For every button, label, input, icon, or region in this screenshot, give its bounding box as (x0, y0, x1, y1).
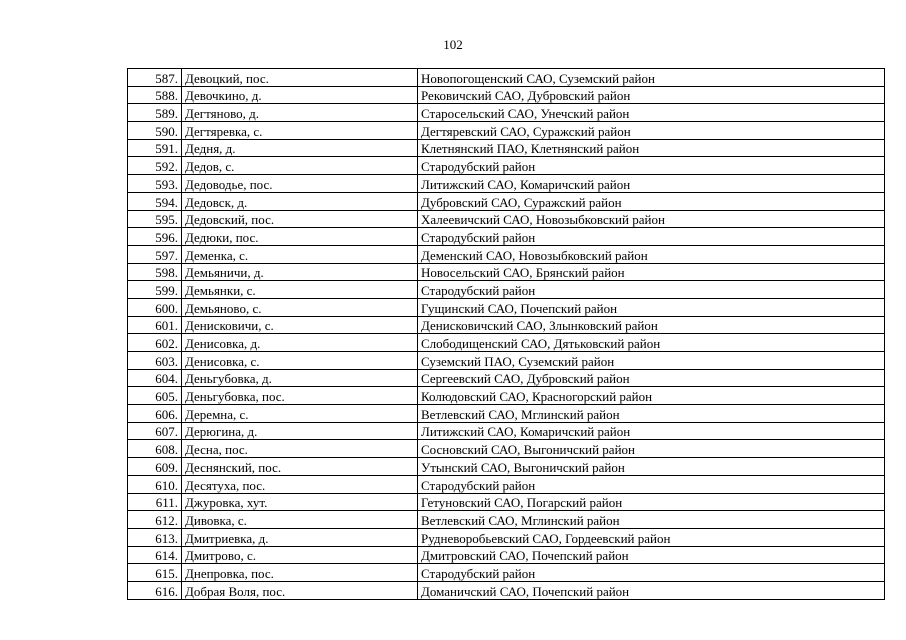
row-number: 605. (128, 387, 182, 405)
administrative-unit: Рековичский САО, Дубровский район (418, 86, 885, 104)
row-number: 602. (128, 334, 182, 352)
settlement-name: Днепровка, пос. (182, 564, 418, 582)
settlement-name: Дмитрово, с. (182, 546, 418, 564)
row-number: 601. (128, 316, 182, 334)
table-row (128, 86, 885, 104)
administrative-unit: Суземский ПАО, Суземский район (418, 352, 885, 370)
table-row (128, 334, 885, 352)
table-row (128, 352, 885, 370)
table-row (128, 122, 885, 140)
settlement-name: Деменка, с. (182, 245, 418, 263)
row-number: 595. (128, 210, 182, 228)
table-row (128, 104, 885, 122)
settlement-name: Дедюки, пос. (182, 228, 418, 246)
table-row (128, 458, 885, 476)
table-row (128, 405, 885, 423)
row-number: 598. (128, 263, 182, 281)
settlement-name: Дедня, д. (182, 139, 418, 157)
settlement-name: Дивовка, с. (182, 511, 418, 529)
administrative-unit: Халеевичский САО, Новозыбковский район (418, 210, 885, 228)
settlement-name: Дедов, с. (182, 157, 418, 175)
administrative-unit: Стародубский район (418, 157, 885, 175)
row-number: 589. (128, 104, 182, 122)
administrative-unit: Новопогощенский САО, Суземский район (418, 69, 885, 87)
row-number: 591. (128, 139, 182, 157)
table-row (128, 528, 885, 546)
administrative-unit: Литижский САО, Комаричский район (418, 422, 885, 440)
administrative-unit: Утынский САО, Выгоничский район (418, 458, 885, 476)
settlement-name: Добрая Воля, пос. (182, 581, 418, 599)
table-row (128, 245, 885, 263)
table-row (128, 511, 885, 529)
settlement-name: Демьянки, с. (182, 281, 418, 299)
settlement-name: Девоцкий, пос. (182, 69, 418, 87)
table-row (128, 228, 885, 246)
table-row (128, 564, 885, 582)
administrative-unit: Доманичский САО, Почепский район (418, 581, 885, 599)
table-row (128, 546, 885, 564)
row-number: 592. (128, 157, 182, 175)
row-number: 610. (128, 475, 182, 493)
row-number: 594. (128, 192, 182, 210)
row-number: 609. (128, 458, 182, 476)
row-number: 614. (128, 546, 182, 564)
settlement-name: Дегтяново, д. (182, 104, 418, 122)
settlement-name: Деньгубовка, д. (182, 369, 418, 387)
row-number: 612. (128, 511, 182, 529)
row-number: 613. (128, 528, 182, 546)
table-row (128, 493, 885, 511)
page-number: 102 (443, 37, 463, 52)
row-number: 600. (128, 298, 182, 316)
settlement-name: Деньгубовка, пос. (182, 387, 418, 405)
administrative-unit: Гущинский САО, Почепский район (418, 298, 885, 316)
row-number: 596. (128, 228, 182, 246)
table-row (128, 139, 885, 157)
settlement-name: Деремна, с. (182, 405, 418, 423)
administrative-unit: Стародубский район (418, 564, 885, 582)
table-row (128, 175, 885, 193)
administrative-unit: Дегтяревский САО, Суражский район (418, 122, 885, 140)
table-row (128, 316, 885, 334)
row-number: 587. (128, 69, 182, 87)
table-row (128, 440, 885, 458)
settlement-name: Денисовка, д. (182, 334, 418, 352)
row-number: 608. (128, 440, 182, 458)
administrative-unit: Деменский САО, Новозыбковский район (418, 245, 885, 263)
settlement-name: Дерюгина, д. (182, 422, 418, 440)
administrative-unit: Дубровский САО, Суражский район (418, 192, 885, 210)
table-row (128, 581, 885, 599)
administrative-unit: Стародубский район (418, 228, 885, 246)
settlement-name: Дегтяревка, с. (182, 122, 418, 140)
settlement-name: Деснянский, пос. (182, 458, 418, 476)
settlement-name: Джуровка, хут. (182, 493, 418, 511)
table-row (128, 298, 885, 316)
administrative-unit: Колюдовский САО, Красногорский район (418, 387, 885, 405)
administrative-unit: Гетуновский САО, Погарский район (418, 493, 885, 511)
settlements-table-body (128, 69, 885, 600)
settlement-name: Денисковичи, с. (182, 316, 418, 334)
administrative-unit: Слободищенский САО, Дятьковский район (418, 334, 885, 352)
administrative-unit: Новосельский САО, Брянский район (418, 263, 885, 281)
table-row (128, 387, 885, 405)
row-number: 606. (128, 405, 182, 423)
settlement-name: Десятуха, пос. (182, 475, 418, 493)
administrative-unit: Стародубский район (418, 281, 885, 299)
table-row (128, 422, 885, 440)
row-number: 607. (128, 422, 182, 440)
settlement-name: Девочкино, д. (182, 86, 418, 104)
administrative-unit: Сергеевский САО, Дубровский район (418, 369, 885, 387)
administrative-unit: Ветлевский САО, Мглинский район (418, 511, 885, 529)
row-number: 603. (128, 352, 182, 370)
row-number: 604. (128, 369, 182, 387)
administrative-unit: Денисковичский САО, Злынковский район (418, 316, 885, 334)
settlement-name: Дедовск, д. (182, 192, 418, 210)
row-number: 588. (128, 86, 182, 104)
table-row (128, 281, 885, 299)
administrative-unit: Клетнянский ПАО, Клетнянский район (418, 139, 885, 157)
settlement-name: Денисовка, с. (182, 352, 418, 370)
table-row (128, 192, 885, 210)
settlement-name: Дедовский, пос. (182, 210, 418, 228)
administrative-unit: Сосновский САО, Выгоничский район (418, 440, 885, 458)
row-number: 611. (128, 493, 182, 511)
settlement-name: Демьяново, с. (182, 298, 418, 316)
administrative-unit: Ветлевский САО, Мглинский район (418, 405, 885, 423)
table-row (128, 369, 885, 387)
table-row (128, 210, 885, 228)
administrative-unit: Рудневоробьевский САО, Гордеевский район (418, 528, 885, 546)
row-number: 597. (128, 245, 182, 263)
row-number: 590. (128, 122, 182, 140)
table-row (128, 263, 885, 281)
settlement-name: Дедоводье, пос. (182, 175, 418, 193)
administrative-unit: Стародубский район (418, 475, 885, 493)
administrative-unit: Старосельский САО, Унечский район (418, 104, 885, 122)
administrative-unit: Дмитровский САО, Почепский район (418, 546, 885, 564)
table-row (128, 69, 885, 87)
settlement-name: Демьяничи, д. (182, 263, 418, 281)
row-number: 616. (128, 581, 182, 599)
settlements-table (127, 68, 885, 600)
settlement-name: Дмитриевка, д. (182, 528, 418, 546)
row-number: 593. (128, 175, 182, 193)
table-row (128, 157, 885, 175)
row-number: 599. (128, 281, 182, 299)
table-row (128, 475, 885, 493)
row-number: 615. (128, 564, 182, 582)
settlement-name: Десна, пос. (182, 440, 418, 458)
administrative-unit: Литижский САО, Комаричский район (418, 175, 885, 193)
